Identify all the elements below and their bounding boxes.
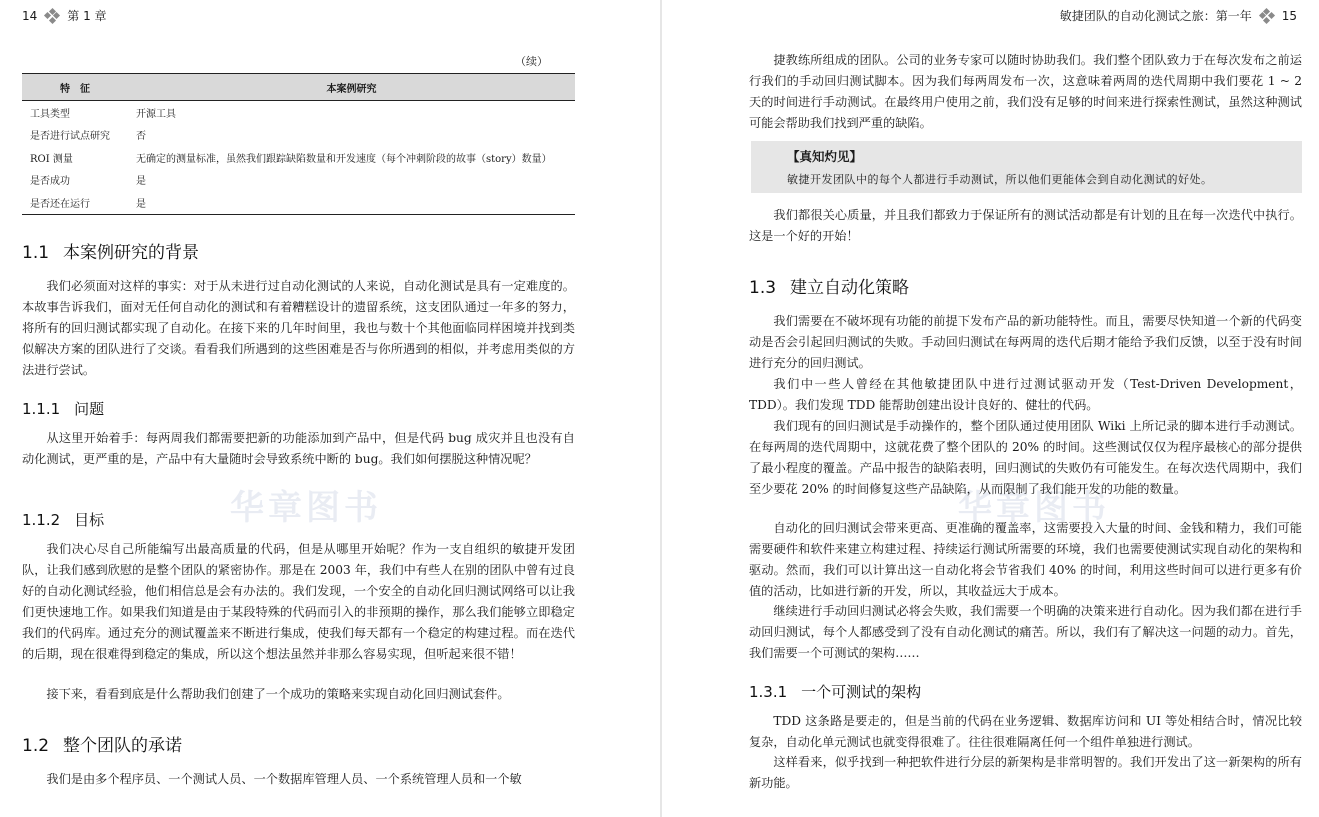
insight-title: 【真知灼见】 xyxy=(787,149,863,164)
table-cell: 是 xyxy=(128,191,575,214)
table-row xyxy=(22,191,575,214)
paragraph: 继续进行手动回归测试必将会失败，我们需要一个明确的决策来进行自动化。因为我们都在进行手动回归测试，每个人都感受到了没有自动化测试的痛苦。所以，我们有了解决这一问题的动力。首先，我们需要一个可测试的架构…… xyxy=(749,604,1302,660)
paragraph: 自动化的回归测试会带来更高、更准确的覆盖率，这需要投入大量的时间、金钱和精力，我们可能需要硬件和软件来建立构建过程、持续运行测试所需要的环境，我们也需要使测试实现自动化的架构和驱动。然而，我们可以计算出这一自动化将会节省我们 40% 的时间，利用这些时间可以进行更多有价值的活动，比如进行新的开发，所以，其收益远大于成本。 xyxy=(749,521,1302,598)
right-page-number: 15 xyxy=(1281,8,1297,23)
table-cell: 是否进行试点研究 xyxy=(30,131,110,143)
section-number: 1.1.1 xyxy=(22,400,61,418)
watermark: 华章图书 xyxy=(958,488,1110,528)
table-row xyxy=(22,101,575,124)
section-heading-1-2 xyxy=(22,731,182,756)
table-cell: 是 xyxy=(136,176,146,188)
section-heading-1-3-1 xyxy=(749,681,921,702)
table-header-row xyxy=(22,74,575,101)
table-cell: 工具类型 xyxy=(30,108,70,120)
table-cell: 是否成功 xyxy=(30,176,70,188)
paragraph: 我们必须面对这样的事实：对于从未进行过自动化测试的人来说，自动化测试是具有一定难度的。本故事告诉我们，面对无任何自动化的测试和有着糟糕设计的遗留系统，这支团队通过一年多的努力，将所有的回归测试都实现了自动化。在接下来的几年时间里，我也与数十个其他面临同样困境并找到类似解决方案的团队进行了交谈。看看我们所遇到的这些困难是否与你所遇到的相似，并考虑用类似的方法进行尝试。 xyxy=(22,279,575,377)
diamond-ornament-icon xyxy=(1260,9,1274,23)
paragraph: 捷教练所组成的团队。公司的业务专家可以随时协助我们。我们整个团队致力于在每次发布之前运行我们的手动回归测试脚本。因为我们每两周发布一次，这意味着两周的迭代周期中我们要花 1 ~ 2 天的时间进行手动测试。在最终用户使用之前，我们没有足够的时间来进行探索性测试，虽然这种测试可能会帮助我们找到严重的缺陷。 xyxy=(749,53,1302,130)
section-title: 问题 xyxy=(74,400,105,418)
section-title: 建立自动化策略 xyxy=(790,278,910,298)
paragraph: 我们中一些人曾经在其他敏捷团队中进行过测试驱动开发（Test-Driven Development，TDD）。我们发现 TDD 能帮助创建出设计良好的、健壮的代码。 xyxy=(749,377,1302,412)
section-title: 一个可测试的架构 xyxy=(801,683,922,701)
paragraph: 我们是由多个程序员、一个测试人员、一个数据库管理人员、一个系统管理人员和一个敏 xyxy=(46,772,522,786)
section-number: 1.3 xyxy=(749,278,777,298)
section-heading-1-1-1 xyxy=(22,398,104,419)
paragraph: 我们现有的回归测试是手动操作的，整个团队通过使用团队 Wiki 上所记录的脚本进行手动测试。在每两周的迭代周期中，这就花费了整个团队的 20% 的时间。这些测试仅仅为程序最核心的部分提供了最小程度的覆盖。产品中报告的缺陷表明，回归测试的失败仍有可能发生。在每次迭代周期中，我们至少要花 20% 的时间修复这些产品缺陷，从而限制了我们能开发的功能的数量。 xyxy=(749,419,1302,496)
paragraph: TDD 这条路是要走的，但是当前的代码在业务逻辑、数据库访问和 UI 等处相结合时，情况比较复杂，自动化单元测试也就变得很难了。往往很难隔离任何一个组件单独进行测试。 xyxy=(749,714,1302,749)
diamond-ornament-icon xyxy=(45,9,59,23)
section-title: 本案例研究的背景 xyxy=(63,243,200,263)
section-number: 1.3.1 xyxy=(749,683,788,701)
chapter-label: 第 1 章 xyxy=(67,9,107,23)
section-heading-1-1-2 xyxy=(22,509,104,530)
table-cell: 否 xyxy=(136,131,146,143)
section-title: 目标 xyxy=(74,511,105,529)
table-cell: 开源工具 xyxy=(136,108,176,120)
table-row xyxy=(22,124,575,147)
running-title: 敏捷团队的自动化测试之旅：第一年 xyxy=(1059,9,1252,23)
table-continued-label: （续） xyxy=(515,55,548,68)
paragraph: 从这里开始着手：每两周我们都需要把新的功能添加到产品中，但是代码 bug 成灾并且也没有自动化测试，更严重的是，产品中有大量随时会导致系统中断的 bug。我们如何摆脱这种情况呢？ xyxy=(22,431,575,466)
right-running-head xyxy=(1060,7,1297,24)
table-cell: ROI 测量 xyxy=(30,153,73,165)
left-running-head xyxy=(22,7,107,24)
section-number: 1.1.2 xyxy=(22,511,61,529)
table-header-case: 本案例研究 xyxy=(128,74,575,101)
paragraph: 这样看来，似乎找到一种把软件进行分层的新架构是非常明智的。我们开发出了这一新架构的所有新功能。 xyxy=(749,755,1302,790)
paragraph: 我们都很关心质量，并且我们都致力于保证所有的测试活动都是有计划的且在每一次迭代中执行。这是一个好的开始！ xyxy=(749,208,1302,243)
table-row xyxy=(22,169,575,192)
left-page-number: 14 xyxy=(22,8,38,23)
section-heading-1-1 xyxy=(22,238,199,263)
paragraph: 我们需要在不破坏现有功能的前提下发布产品的新功能特性。而且，需要尽快知道一个新的代码变动是否会引起回归测试的失败。手动回归测试在每两周的迭代后期才能给予我们反馈，以至于没有时间进行充分的回归测试。 xyxy=(749,314,1302,370)
paragraph: 我们决心尽自己所能编写出最高质量的代码，但是从哪里开始呢？作为一支自组织的敏捷开发团队，让我们感到欣慰的是整个团队的紧密协作。那是在 2003 年，我们中有些人在别的团队中曾有过良好的自动化测试经验，他们相信总是会有办法的。我们发现，一个安全的自动化回归测试网络可以让我们更快速地工作。如果我们知道是由于某段特殊的代码而引入的非预期的操作，那么我们能够立即稳定我们的代码库。通过充分的测试覆盖来不断进行集成，使我们每天都有一个稳定的构建过程。而在迭代的后期，现在很难得到稳定的集成，所以这个想法虽然并非那么容易实现，但听起来很不错！ xyxy=(22,542,575,661)
table-header-feature: 特 征 xyxy=(22,74,128,101)
section-heading-1-3 xyxy=(749,273,909,298)
table-row xyxy=(22,146,575,169)
insight-body: 敏捷开发团队中的每个人都进行手动测试，所以他们更能体会到自动化测试的好处。 xyxy=(787,173,1213,186)
watermark: 华章图书 xyxy=(230,488,382,528)
table-cell: 无确定的测量标准，虽然我们跟踪缺陷数量和开发速度（每个冲刺阶段的故事（story）数量） xyxy=(136,153,552,165)
section-number: 1.1 xyxy=(22,243,50,263)
table-cell: 是否还在运行 xyxy=(22,191,128,214)
section-title: 整个团队的承诺 xyxy=(63,736,183,756)
insight-box xyxy=(751,141,1302,193)
paragraph: 接下来，看看到底是什么帮助我们创建了一个成功的策略来实现自动化回归测试套件。 xyxy=(46,687,510,701)
case-study-table xyxy=(22,73,575,215)
section-number: 1.2 xyxy=(22,736,50,756)
